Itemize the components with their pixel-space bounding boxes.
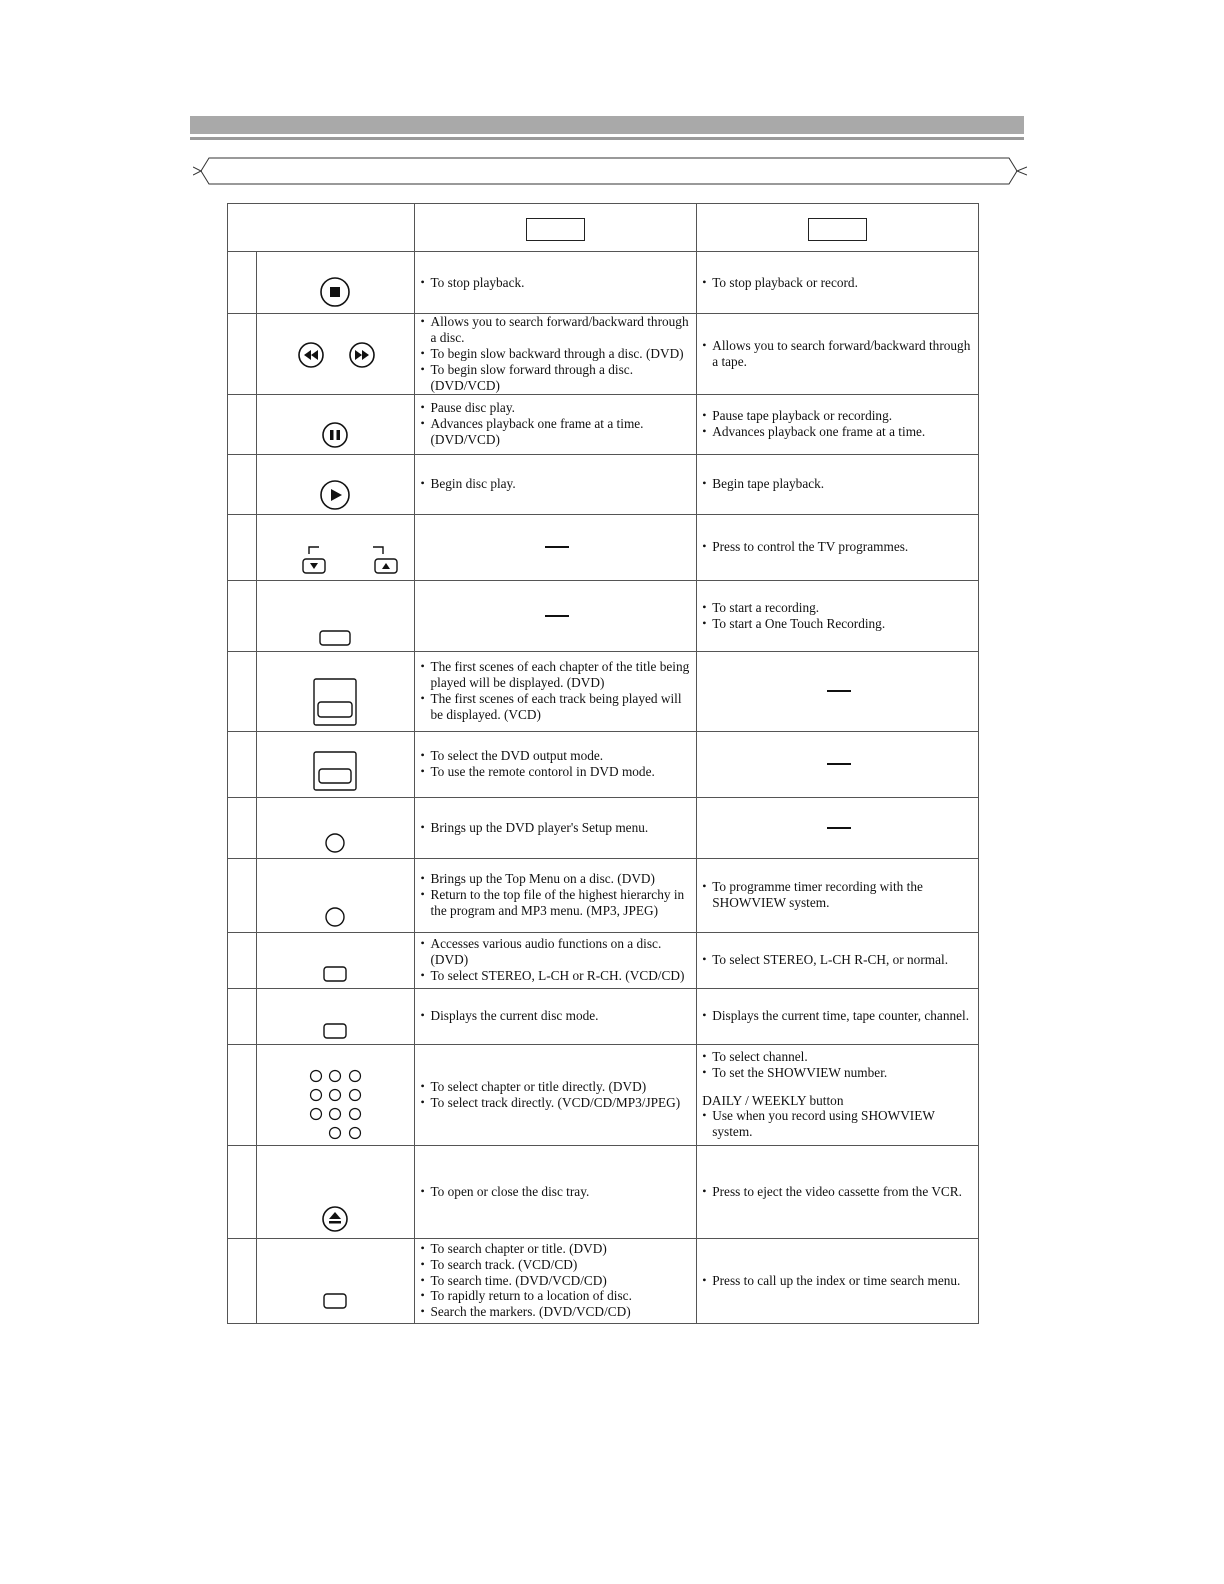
list-item: • To select track directly. (VCD/CD/MP3/JPEG) [420,1095,694,1111]
not-applicable-dash [545,546,569,548]
button-cell [257,1145,415,1238]
vcr-description [697,252,979,314]
row-number-cell [228,314,257,395]
button-cell [257,988,415,1044]
row-number-cell [228,988,257,1044]
channel-up-down-icon [257,515,414,581]
row-number-cell [228,1145,257,1238]
table-row [228,514,979,580]
list-item: • The first scenes of each track being played will be displayed. (VCD) [420,691,694,723]
list-item: • Allows you to search forward/backward through a tape. [702,338,976,370]
dvd-description [415,731,697,797]
vcr-description [697,454,979,514]
dvd-description [415,514,697,580]
button-cell [257,932,415,988]
row-number-cell [228,797,257,858]
table-row [228,858,979,932]
dvd-description [415,932,697,988]
vcr-description [697,932,979,988]
list-item: • To select the DVD output mode. [420,748,694,764]
list-item: • To select STEREO, L-CH R-CH, or normal. [702,952,976,968]
vcr-description [697,858,979,932]
rewind-fast-forward-icon [257,314,414,375]
dvd-column-header [415,204,697,252]
list-item: • To begin slow backward through a disc. (DVD) [420,346,694,362]
list-item: • To rapidly return to a location of disc. [420,1288,694,1304]
stop-icon [257,252,414,314]
row-number-cell [228,1044,257,1145]
list-item: • To start a recording. [702,600,976,616]
not-applicable-dash [545,615,569,617]
vcr-description [697,797,979,858]
not-applicable-dash [827,827,851,829]
list-item: • Press to eject the video cassette from the VCR. [702,1184,976,1200]
table-row [228,651,979,731]
list-item: • Press to control the TV programmes. [702,539,976,555]
vcr-description [697,651,979,731]
daily-weekly-heading: DAILY / WEEKLY button [702,1092,844,1108]
not-applicable-dash [827,690,851,692]
table-row [228,797,979,858]
list-item: • Pause tape playback or recording. [702,408,976,424]
nested-button-icon [257,732,414,798]
button-cell [257,1044,415,1145]
list-item: • To use the remote contorol in DVD mode. [420,764,694,780]
list-item: • Use when you record using SHOWVIEW system. [702,1108,976,1140]
small-button-icon [257,989,414,1045]
row-number-cell [228,252,257,314]
table-row [228,1044,979,1145]
row-number-cell [228,580,257,651]
button-cell [257,514,415,580]
number-keypad-icon [257,1045,414,1146]
round-button-icon [257,859,414,933]
row-number-cell [228,858,257,932]
vcr-column-header [697,204,979,252]
play-icon [257,455,414,515]
subsection-banner [193,157,1027,185]
dvd-label-box [526,218,585,241]
table-row [228,394,979,454]
row-number-cell [228,514,257,580]
list-item: • Displays the current time, tape counter, channel. [702,1008,976,1024]
row-number-cell [228,394,257,454]
vcr-description [697,1145,979,1238]
table-row [228,580,979,651]
vcr-description [697,731,979,797]
dvd-description [415,858,697,932]
table-row [228,314,979,395]
button-cell [257,454,415,514]
dvd-description [415,454,697,514]
eject-icon [257,1146,414,1239]
table-row [228,1145,979,1238]
vcr-description [697,1238,979,1323]
vcr-description [697,988,979,1044]
list-item: • Allows you to search forward/backward through a disc. [420,314,694,346]
buttons-column-header [228,204,415,252]
button-cell [257,858,415,932]
table-row [228,252,979,314]
small-button-icon [257,1239,414,1324]
list-item: • To search track. (VCD/CD) [420,1257,694,1273]
list-item: • Begin disc play. [420,476,694,492]
list-item: • To stop playback. [420,275,694,291]
dvd-description [415,394,697,454]
controls-table [227,203,979,1324]
nested-button-icon [257,652,414,732]
vcr-description [697,394,979,454]
list-item: • Begin tape playback. [702,476,976,492]
dvd-description [415,1145,697,1238]
list-item: • Brings up the DVD player's Setup menu. [420,820,694,836]
dvd-description [415,1238,697,1323]
list-item: • To programme timer recording with the SHOWVIEW system. [702,879,976,911]
button-cell [257,651,415,731]
button-cell [257,580,415,651]
button-cell [257,731,415,797]
table-row [228,1238,979,1323]
list-item: • Pause disc play. [420,400,694,416]
vcr-description [697,514,979,580]
dvd-description [415,314,697,395]
list-item: • To open or close the disc tray. [420,1184,694,1200]
record-button-icon [257,581,414,652]
button-cell [257,314,415,395]
vcr-description [697,314,979,395]
vcr-description [697,1044,979,1145]
round-button-icon [257,798,414,859]
button-cell [257,797,415,858]
button-cell [257,394,415,454]
list-item: • To set the SHOWVIEW number. [702,1065,976,1081]
list-item: • Brings up the Top Menu on a disc. (DVD) [420,871,694,887]
not-applicable-dash [827,763,851,765]
table-row [228,731,979,797]
dvd-description [415,988,697,1044]
dvd-description [415,797,697,858]
list-item: • Search the markers. (DVD/VCD/CD) [420,1304,694,1320]
small-button-icon [257,933,414,989]
list-item: • To begin slow forward through a disc. (DVD/VCD) [420,362,694,394]
row-number-cell [228,454,257,514]
list-item: • To select channel. [702,1049,976,1065]
list-item: • Return to the top file of the highest hierarchy in the program and MP3 menu. (MP3, JPEG) [420,887,694,919]
list-item: • Press to call up the index or time search menu. [702,1273,976,1289]
dvd-description [415,252,697,314]
section-header-bar [190,116,1024,134]
vcr-label-box [808,218,867,241]
pause-icon [257,395,414,455]
list-item: • Displays the current disc mode. [420,1008,694,1024]
row-number-cell [228,1238,257,1323]
dvd-description [415,580,697,651]
table-row [228,454,979,514]
row-number-cell [228,731,257,797]
button-cell [257,1238,415,1323]
table-row [228,988,979,1044]
list-item: • To search time. (DVD/VCD/CD) [420,1273,694,1289]
list-item: • Accesses various audio functions on a disc. (DVD) [420,936,694,968]
table-row [228,932,979,988]
dvd-description [415,651,697,731]
row-number-cell [228,932,257,988]
list-item: • To select chapter or title directly. (DVD) [420,1079,694,1095]
list-item: • To search chapter or title. (DVD) [420,1241,694,1257]
header-row [228,204,979,252]
list-item: • To start a One Touch Recording. [702,616,976,632]
button-cell [257,252,415,314]
list-item: • To select STEREO, L-CH or R-CH. (VCD/CD) [420,968,694,984]
list-item: • To stop playback or record. [702,275,976,291]
vcr-description [697,580,979,651]
list-item: • Advances playback one frame at a time. (DVD/VCD) [420,416,694,448]
dvd-description [415,1044,697,1145]
section-header-rule [190,137,1024,140]
row-number-cell [228,651,257,731]
list-item: • Advances playback one frame at a time. [702,424,976,440]
list-item: • The first scenes of each chapter of the title being played will be displayed. (DVD) [420,659,694,691]
